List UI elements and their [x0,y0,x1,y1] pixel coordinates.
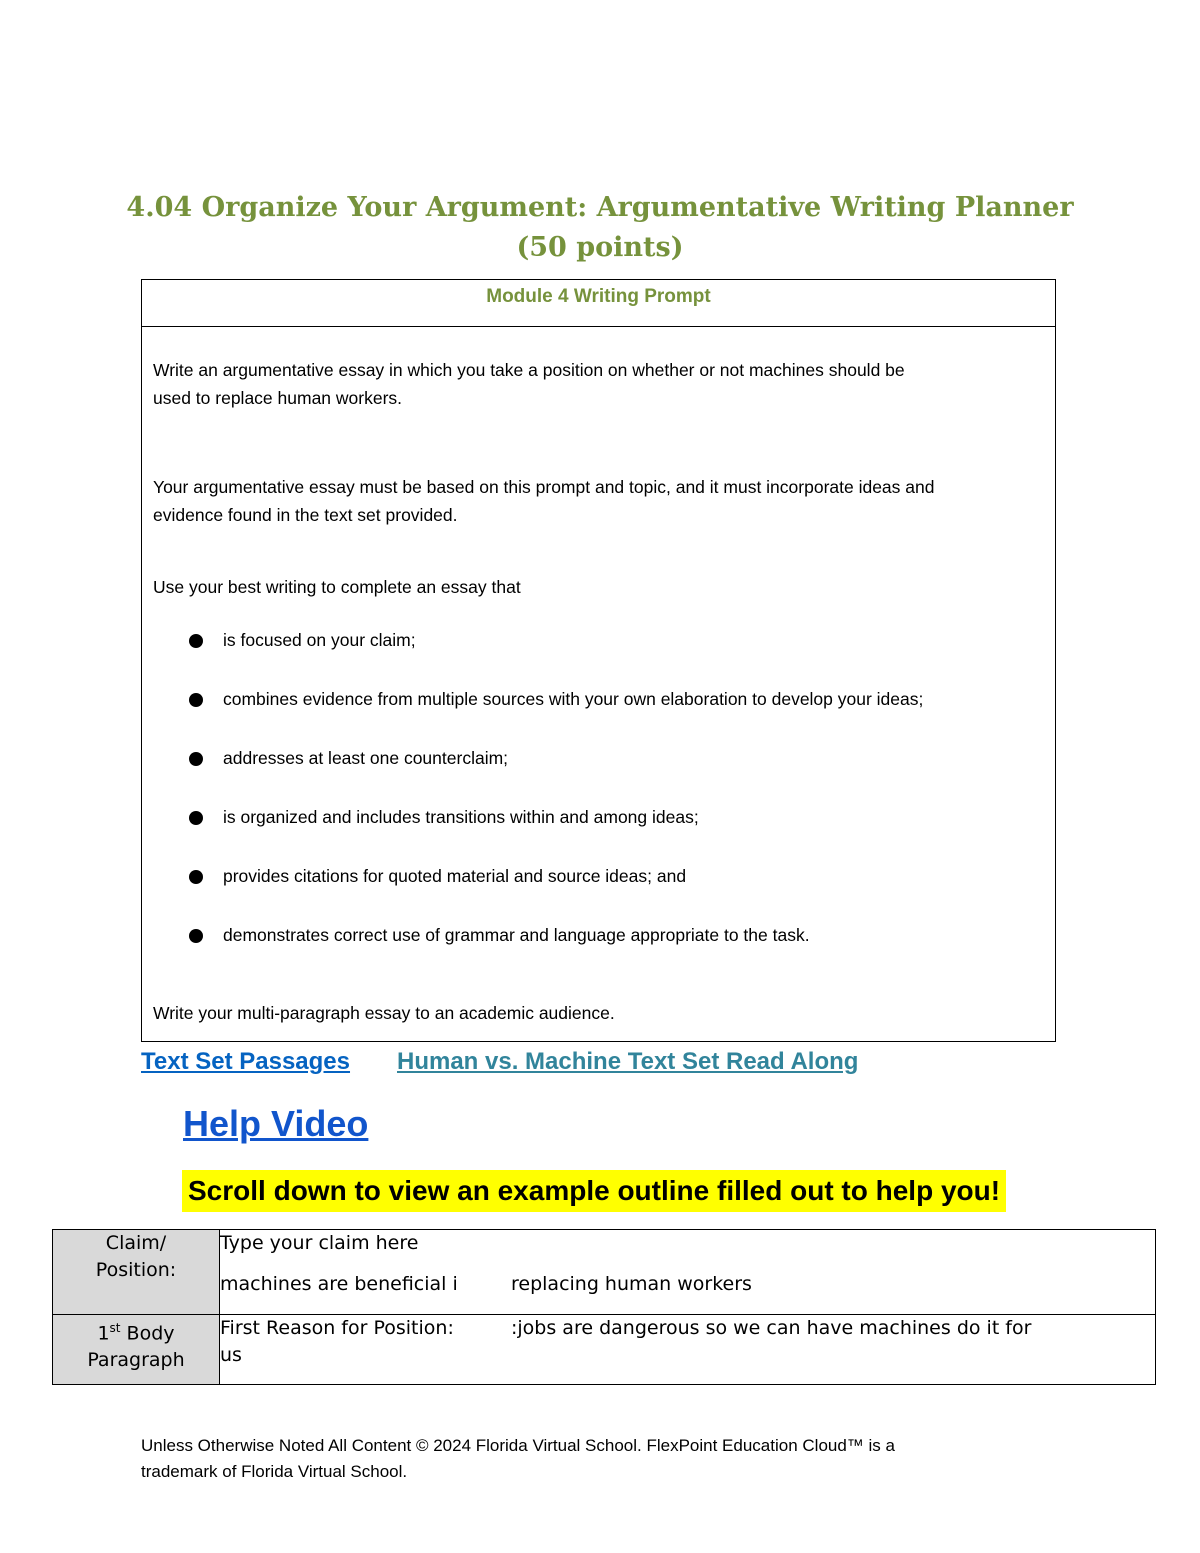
claim-input-cell[interactable] [220,1230,1156,1315]
page-title [100,188,1100,268]
first-reason-text: :jobs are dangerous so we can have machines do it for [511,1317,1032,1339]
prompt-paragraph-1 [153,356,1043,412]
bullet-icon [189,693,203,707]
bullet-icon [189,752,203,766]
page-title-line-1: 4.04 Organize Your Argument: Argumentative Writing Planner [126,192,1074,223]
first-reason-text-cont: us [220,1344,242,1366]
table-row [53,1230,1156,1315]
prompt-paragraph-3: Use your best writing to complete an essay that [153,577,521,597]
bullet-icon [189,929,203,943]
scroll-down-note: Scroll down to view an example outline filled out to help you! [182,1170,1006,1212]
copyright-footer: Unless Otherwise Noted All Content © 2024 Florida Virtual School. FlexPoint Education Cloud™ is a trademark of Florida Virtual School. [141,1436,895,1481]
first-reason-input-cell[interactable] [220,1315,1156,1385]
prompt-paragraph-2 [153,473,1043,529]
claim-text: machines are beneficial i replacing human workers [220,1273,752,1295]
first-reason-line [220,1315,1155,1342]
prompt-p1-line-1: Write an argumentative essay in which you take a position on whether or not machines should be [153,360,905,380]
bullet-icon [189,811,203,825]
claim-label-cell: Claim/ Position: [53,1230,220,1315]
prompt-closing: Write your multi-paragraph essay to an academic audience. [153,1003,615,1023]
read-along-link[interactable]: Human vs. Machine Text Set Read Along [397,1048,859,1075]
claim-placeholder: Type your claim here [220,1232,419,1254]
prompt-p2-line-1: Your argumentative essay must be based on this prompt and topic, and it must incorporate ideas and [153,477,935,497]
prompt-p2-line-2: evidence found in the text set provided. [153,505,458,525]
help-video-link[interactable]: Help Video [183,1103,369,1144]
argument-outline-table [52,1229,1156,1385]
bullet-icon [189,870,203,884]
text-set-passages-link[interactable]: Text Set Passages [141,1048,351,1075]
prompt-p1-line-2: used to replace human workers. [153,388,403,408]
page-title-line-2: (50 points) [516,232,684,263]
table-row [53,1315,1156,1385]
body-paragraph-label-cell: 1st Body Paragraph [53,1315,220,1385]
first-reason-label: First Reason for Position: [220,1317,454,1339]
writing-prompt-box: Module 4 Writing Prompt Write an argumentative essay in which you take a position on whether or not machines should be used to replace human workers. Your argumentative essay must be based on this prompt and topic, and it must incorporate ideas and evidence found in the text set provided. Use your best writing to complete an essay that is focused on your claim; combines evidence from multiple sources with your own elaboration to develop your ideas; addresses at least one counterclaim; is organized and includes transitions within and among ideas; provides citations for quoted material and source ideas; and demonstrates correct use of grammar and language appropriate to the task. Write your multi-paragraph essay to an academic audience. [141,279,1056,1042]
writing-prompt-heading: Module 4 Writing Prompt [142,280,1055,327]
bullet-icon [189,634,203,648]
